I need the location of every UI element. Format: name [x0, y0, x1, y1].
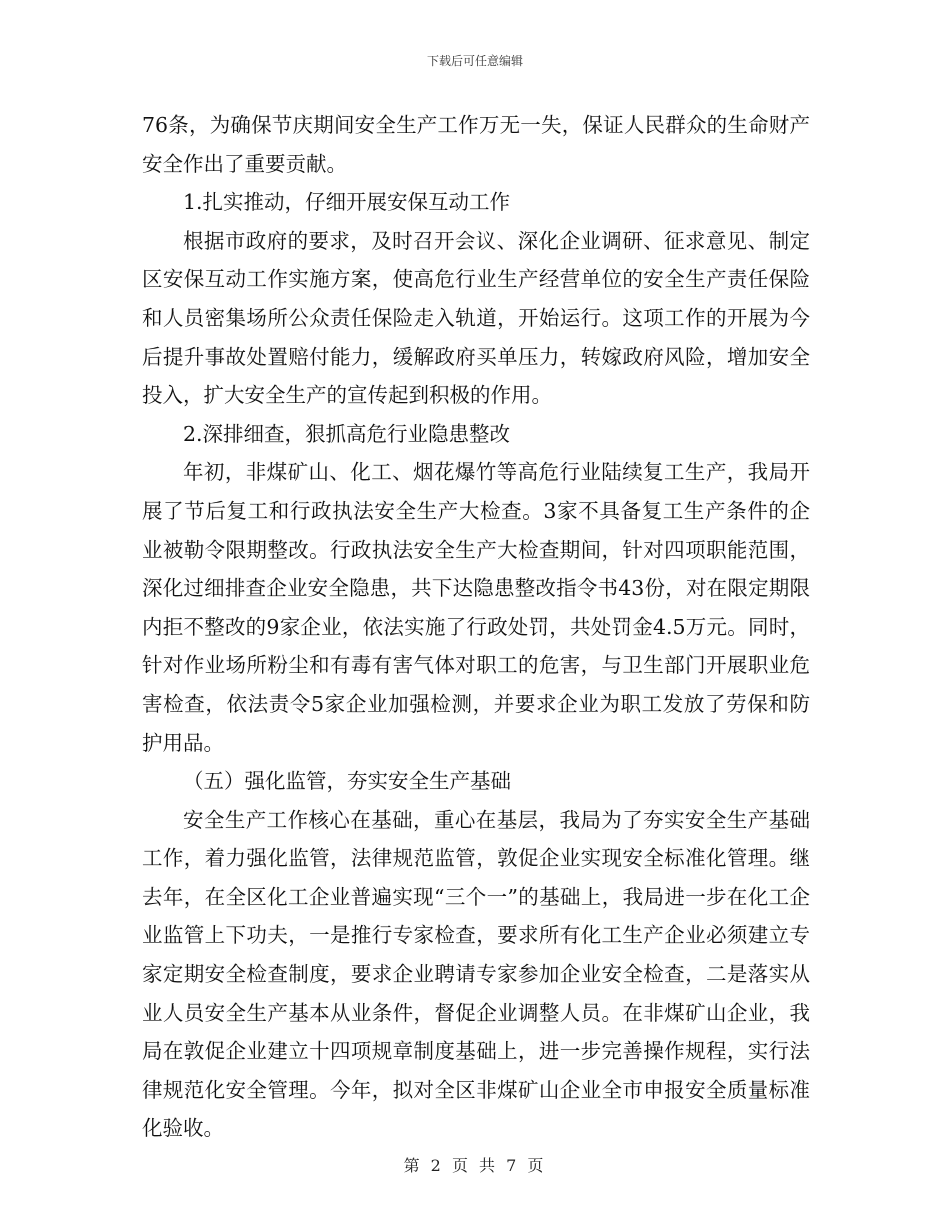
section-heading-2: 2.深排细查，狠抓高危行业隐患整改	[183, 421, 511, 446]
document-body	[142, 106, 810, 1148]
paragraph-continuation: 76条，为确保节庆期间安全生产工作万无一失，保证人民群众的生命财产安全作出了重要贡献。	[142, 113, 810, 176]
paragraph-hazard-inspection: 年初，非煤矿山、化工、烟花爆竹等高危行业陆续复工生产，我局开展了节后复工和行政执法安全生产大检查。3家不具备复工生产条件的企业被勒令限期整改。行政执法安全生产大检查期间，针对四项职能范围，深化过细排查企业安全隐患，共下达隐患整改指令书43份，对在限定期限内拒不整改的9家企业，依法实施了行政处罚，共处罚金4.5万元。同时，针对作业场所粉尘和有毒有害气体对职工的危害，与卫生部门开展职业危害检查，依法责令5家企业加强检测，并要求企业为职工发放了劳保和防护用品。	[142, 460, 810, 755]
section-heading-5: （五）强化监管，夯实安全生产基础	[183, 769, 511, 794]
paragraph-security-insurance: 根据市政府的要求，及时召开会议、深化企业调研、征求意见、制定区安保互动工作实施方案，使高危行业生产经营单位的安全生产责任保险和人员密集场所公众责任保险走入轨道，开始运行。这项工作的开展为今后提升事故处置赔付能力，缓解政府买单压力，转嫁政府风险，增加安全投入，扩大安全生产的宣传起到积极的作用。	[142, 228, 810, 408]
page-number-footer: 第 2 页 共 7 页	[403, 1156, 547, 1175]
paragraph-supervision-foundation: 安全生产工作核心在基础，重心在基层，我局为了夯实安全生产基础工作，着力强化监管，法律规范监管，敦促企业实现安全标准化管理。继去年，在全区化工企业普遍实现“三个一”的基础上，我局进一步在化工企业监管上下功夫，一是推行专家检查，要求所有化工生产企业必须建立专家定期安全检查制度，要求企业聘请专家参加企业安全检查，二是落实从业人员安全生产基本从业条件，督促企业调整人员。在非煤矿山企业，我局在敦促企业建立十四项规章制度基础上，进一步完善操作规程，实行法律规范化安全管理。今年，拟对全区非煤矿山企业全市申报安全质量标准化验收。	[142, 807, 810, 1141]
section-heading-1: 1.扎实推动，仔细开展安保互动工作	[183, 190, 511, 215]
page-header: 下载后可任意编辑	[426, 54, 523, 68]
